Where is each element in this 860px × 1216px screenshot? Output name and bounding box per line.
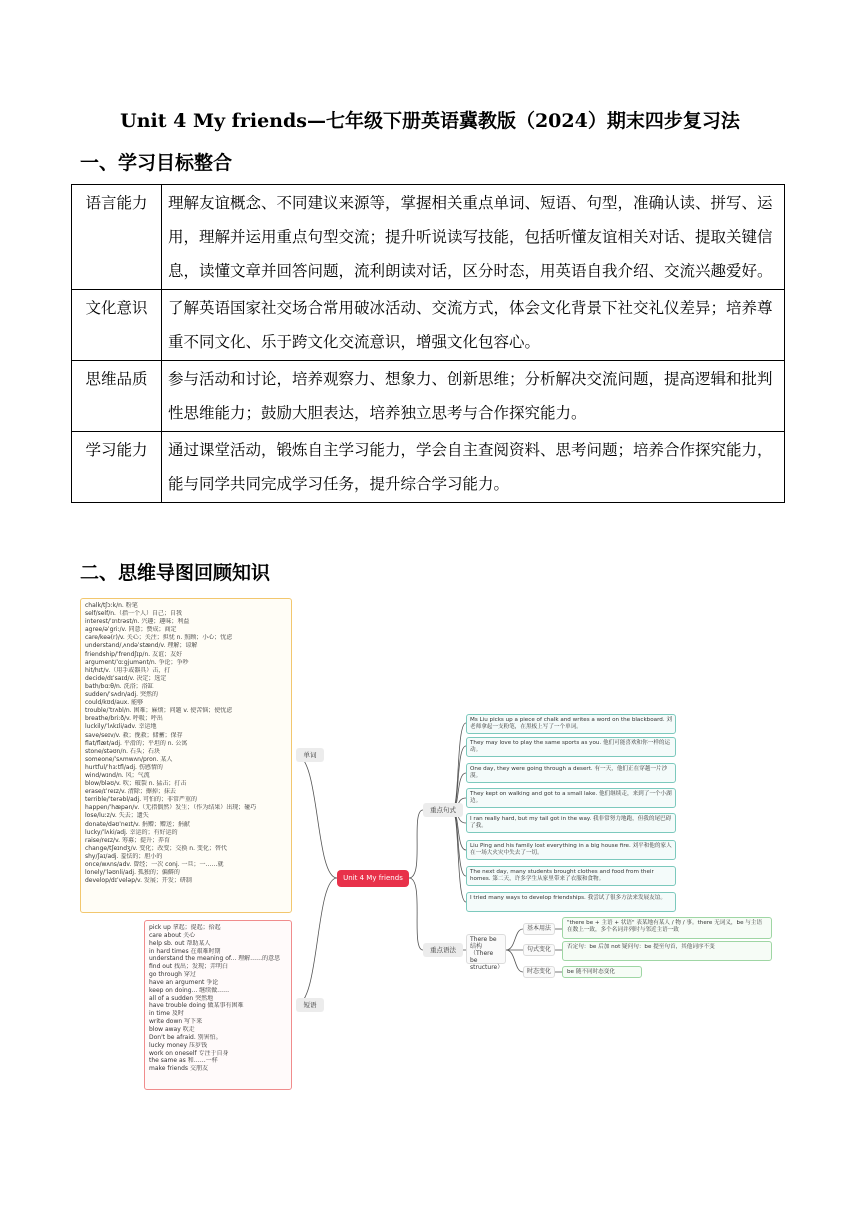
goal-text: 了解英语国家社交场合常用破冰活动、交流方式，体会文化背景下社交礼仪差异；培养尊重不同文化、乐于跨文化交流意识，增强文化包容心。	[162, 290, 785, 361]
phrase-item: Don't be afraid. 别害怕。	[149, 1033, 222, 1041]
sentence-item: I ran really hard, but my tail got in the way. 我非常努力地跑，但我的尾巴碍了我。	[466, 813, 676, 833]
word-item: argument/ˈɑːgjumənt/n. 争论；争吵	[85, 658, 189, 666]
phrase-item: have trouble doing 做某事有困难	[149, 1002, 244, 1010]
word-item: friendship/ˈfrendʃɪp/n. 友谊；友好	[85, 650, 183, 658]
branch-sentences: 重点句式	[423, 803, 463, 817]
goal-key: 语言能力	[72, 185, 162, 290]
sentence-item: The next day, many students brought clothes and food from their homes. 第二天，许多学生从家里带来了衣服和食物。	[466, 866, 676, 886]
word-item: shy/ʃaɪ/adj. 羞怯的；胆小的	[85, 852, 163, 860]
learning-goals-table	[71, 184, 785, 503]
word-item: change/tʃeɪndʒ/v. 变化；改变；交换 n. 变化；替代	[85, 844, 227, 852]
section-heading-goals: 一、学习目标整合	[80, 152, 233, 174]
grammar-label: 句式变化	[523, 944, 555, 956]
word-item: develop/dɪˈveləp/v. 发展；开发；研制	[85, 877, 192, 885]
word-item: terrible/ˈterəbl/adj. 可怕的；非常严重的	[85, 796, 198, 804]
table-row	[72, 361, 785, 432]
phrase-item: all of a sudden 突然地	[149, 994, 214, 1002]
branch-grammar: 重点语法	[423, 943, 463, 957]
goal-text: 通过课堂活动，锻炼自主学习能力，学会自主查阅资料、思考问题；培养合作探究能力，能与同学共同完成学习任务，提升综合学习能力。	[162, 432, 785, 503]
sentence-item: They kept on walking and got to a small lake. 他们继续走，来到了一个小湖边。	[466, 788, 676, 808]
word-item: decide/dɪˈsaɪd/v. 决定；选定	[85, 674, 167, 682]
word-item: hurtful/ˈhɜːtfl/adj. 伤感情的	[85, 763, 163, 771]
phrase-item: keep on doing... 继续做……	[149, 986, 230, 994]
word-item: stone/stəʊn/n. 石头；石块	[85, 747, 160, 755]
branch-phrases: 短语	[296, 998, 324, 1012]
phrase-item: work on oneself 专注于自身	[149, 1049, 229, 1057]
sentence-item: One day, they were going through a desert. 有一天，他们正在穿越一片沙漠。	[466, 763, 676, 783]
word-item: wind/wɪnd/n. 风；气流	[85, 771, 150, 779]
grammar-label: 时态变化	[523, 966, 555, 978]
word-item: trouble/ˈtrʌbl/n. 困难；麻烦；问题 v. 使苦恼；使忧虑	[85, 707, 233, 715]
table-row	[72, 432, 785, 503]
goal-text: 参与活动和讨论，培养观察力、想象力、创新思维；分析解决交流问题，提高逻辑和批判性思维能力；鼓励大胆表达，培养独立思考与合作探究能力。	[162, 361, 785, 432]
word-item: chalk/tʃɔːk/n. 粉笔	[85, 602, 138, 609]
phrase-item: blow away 吹走	[149, 1025, 195, 1033]
phrase-item: understand the meaning of... 理解……的意思	[149, 955, 281, 963]
sentence-item: They may love to play the same sports as you. 他们可能喜欢和你一样的运动。	[466, 737, 676, 757]
phrase-item: in time 及时	[149, 1010, 184, 1018]
phrase-item: the same as 和……一样	[149, 1057, 218, 1065]
table-row	[72, 290, 785, 361]
grammar-note: "there be + 主语 + 状语" 表某地有某人 / 物 / 事。there 无词义，be 与主语在数上一致，多个名词并列时与邻近主语一致	[562, 917, 772, 939]
word-item: lucky/ˈlʌki/adj. 幸运的；有好运的	[85, 828, 178, 836]
word-item: donate/dəʊˈneɪt/v. 捐赠；赠送；捐献	[85, 820, 190, 828]
grammar-note: be 随不同时态变化	[562, 966, 642, 978]
word-item: happen/ˈhæpən/v.（无指偶然）发生；（作为结果）出现；碰巧	[85, 804, 257, 812]
phrase-item: make friends 交朋友	[149, 1065, 208, 1073]
phrase-item: help sb. out 帮助某人	[149, 939, 211, 947]
word-item: hit/hɪt/v.（用手或器具）击，打	[85, 666, 171, 674]
word-item: blow/bləʊ/v. 吹；破裂 n. 猛击；打击	[85, 780, 187, 788]
phrase-item: have an argument 争论	[149, 978, 219, 986]
grammar-note: 否定句：be 后加 not 疑问句：be 提至句首，其他词序不变	[562, 941, 772, 961]
sentence-item: Ms Liu picks up a piece of chalk and writes a word on the blackboard. 刘老师拿起一支粉笔，在黑板上写了一个单词。	[466, 714, 676, 734]
word-item: raise/reɪz/v. 筹募；提升；养育	[85, 836, 170, 844]
phrase-item: write down 写下来	[149, 1018, 203, 1026]
word-item: bath/bɑːθ/n. 洗浴；浴缸	[85, 682, 154, 690]
word-item: interest/ˈɪntrəst/n. 兴趣；趣味；利益	[85, 618, 190, 626]
word-item: once/wʌns/adv. 曾经；一次 conj. 一旦；一……就	[85, 861, 224, 868]
document-title: Unit 4 My friends—七年级下册英语冀教版（2024）期末四步复习法	[120, 110, 740, 132]
word-item: agree/əˈgriː/v. 同意；赞成；商定	[85, 626, 177, 634]
word-item: breathe/briːð/v. 呼吸；呼出	[85, 715, 163, 723]
goal-key: 学习能力	[72, 432, 162, 503]
word-item: lose/luːz/v. 失去；遗失	[85, 812, 149, 820]
sentence-item: Liu Ping and his family lost everything in a big house fire. 刘平和他的家人在一场大火灾中失去了一切。	[466, 840, 676, 860]
branch-words: 单词	[296, 748, 324, 762]
word-item: luckily/ˈlʌkɪli/adv. 幸运地	[85, 723, 157, 731]
word-item: sudden/ˈsʌdn/adj. 突然的	[85, 691, 158, 699]
phrase-item: go through 穿过	[149, 971, 196, 979]
phrase-item: care about 关心	[149, 931, 196, 939]
word-item: understand/ˌʌndəˈstænd/v. 理解；谅解	[85, 642, 198, 650]
word-item: self/self/n.（指一个人）自己；自我	[85, 610, 182, 618]
goal-text: 理解友谊概念、不同建议来源等，掌握相关重点单词、短语、句型，准确认读、拼写、运用，理解并运用重点句型交流；提升听说读写技能，包括听懂友谊相关对话、提取关键信息，读懂文章并回答问题，流利朗读对话，区分时态，用英语自我介绍、交流兴趣爱好。	[162, 185, 785, 290]
goal-key: 文化意识	[72, 290, 162, 361]
phrase-item: in hard times 在艰难时期	[149, 947, 221, 955]
word-item: erase/ɪˈreɪz/v. 清除；擦掉；抹去	[85, 788, 176, 796]
sentence-item: I tried many ways to develop friendships. 我尝试了很多方法来发展友谊。	[466, 892, 676, 912]
phrase-item: lucky money 压岁钱	[149, 1041, 207, 1049]
word-item: save/seɪv/v. 救；挽救；储蓄；保存	[85, 731, 183, 739]
mind-map	[80, 592, 776, 1098]
section-heading-mindmap: 二、思维导图回顾知识	[80, 562, 271, 584]
phrase-item: find out 找出；发现；弄明白	[149, 963, 229, 971]
phrase-item: pick up 拿起；提起；拾起	[149, 924, 221, 931]
phrases-list	[144, 920, 292, 1090]
word-item: lonely/ˈləʊnli/adj. 孤独的；偏僻的	[85, 869, 180, 877]
words-list	[80, 598, 292, 913]
word-item: could/kʊd/aux. 能够	[85, 699, 144, 707]
goal-key: 思维品质	[72, 361, 162, 432]
table-row	[72, 185, 785, 290]
mind-map-center: Unit 4 My friends	[337, 870, 409, 887]
grammar-topic: There be 结构（There be structure）	[466, 934, 506, 964]
word-item: flat/flæt/adj. 平滑的；平坦的 n. 公寓	[85, 739, 188, 747]
word-item: someone/ˈsʌmwʌn/pron. 某人	[85, 755, 173, 763]
word-item: care/keə(r)/v. 关心；关注；担忧 n. 照顾；小心；忧虑	[85, 634, 233, 642]
grammar-label: 基本用法	[523, 923, 555, 935]
